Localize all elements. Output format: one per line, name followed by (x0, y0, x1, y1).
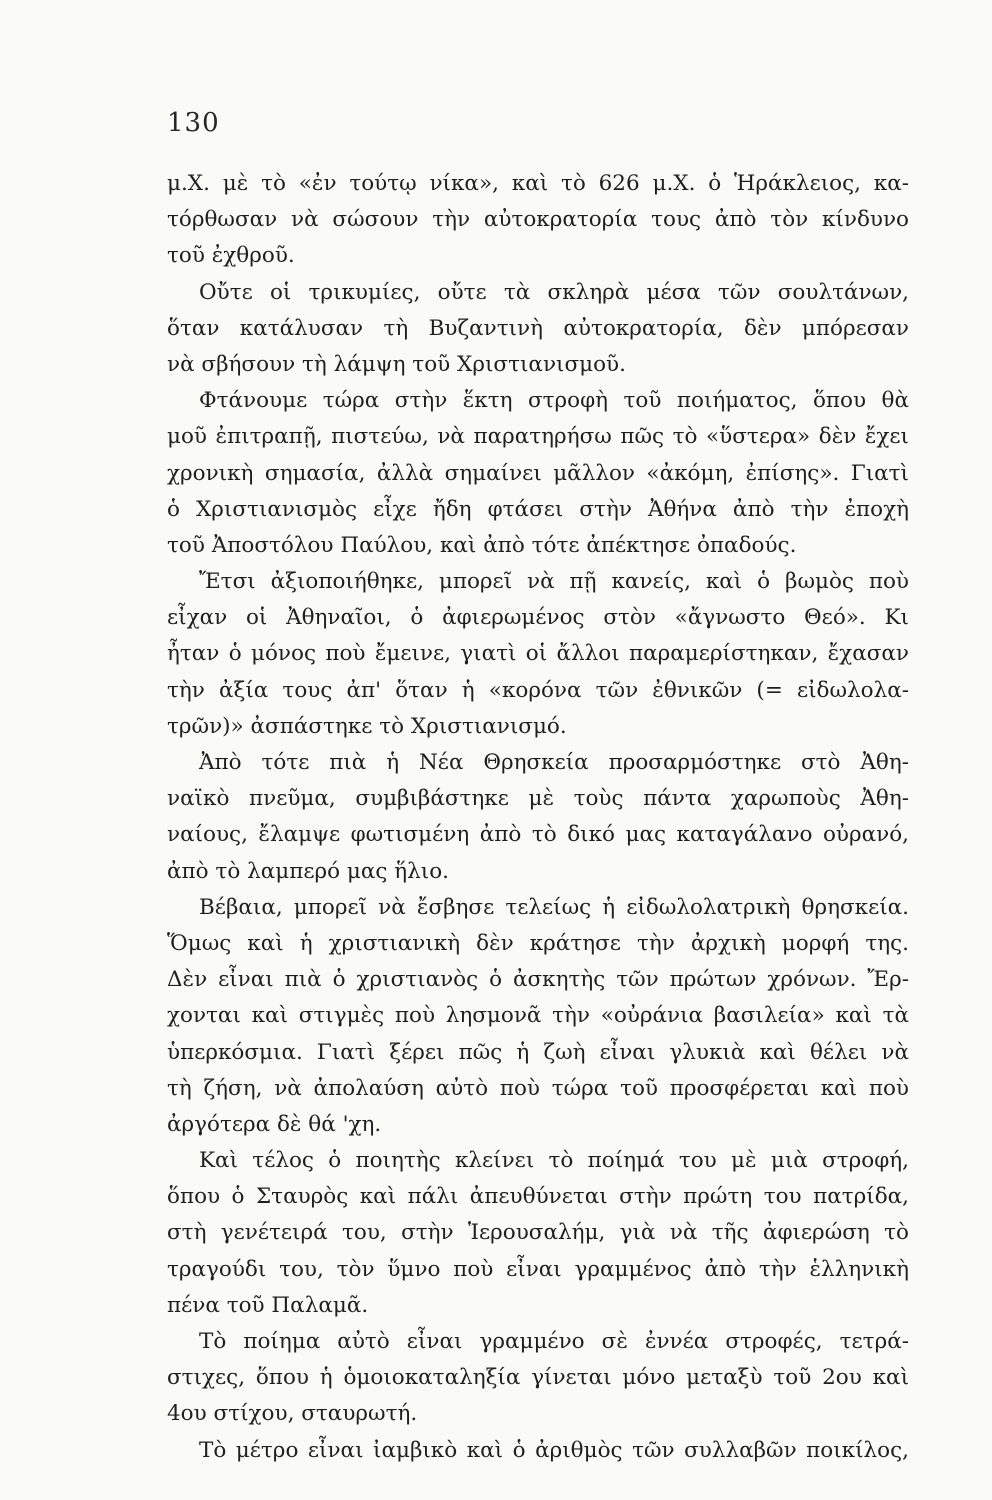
text-line: τόρθωσαν νὰ σώσουν τὴν αὐτοκρατορία τους ἀπὸ τὸν κίνδυνο (167, 207, 909, 233)
text-line: μ.Χ. μὲ τὸ «ἐν τούτῳ νίκα», καὶ τὸ 626 μ.Χ. ὁ Ἡράκλειος, κα- (167, 171, 909, 196)
text-line: Φτάνουμε τώρα στὴν ἕκτη στροφὴ τοῦ ποιήματος, ὅπου θὰ (199, 388, 909, 414)
text-line: Ἀπὸ τότε πιὰ ἡ Νέα Θρησκεία προσαρμόστηκε στὸ Ἀθη- (199, 750, 909, 775)
text-line: μοῦ ἐπιτραπῇ, πιστεύω, νὰ παρατηρήσω πῶς τὸ «ὕστερα» δὲν ἔχει (167, 424, 909, 450)
text-line: Δὲν εἶναι πιὰ ὁ χριστιανὸς ὁ ἀσκητὴς τῶν πρώτων χρόνων. Ἔρ- (167, 967, 909, 993)
page-number: 130 (167, 108, 220, 138)
text-line: πένα τοῦ Παλαμᾶ. (167, 1292, 369, 1318)
text-line: ἀπὸ τὸ λαμπερό μας ἥλιο. (167, 858, 449, 884)
text-line: στὴ γενέτειρά του, στὴν Ἱερουσαλήμ, γιὰ νὰ τῆς ἀφιερώση τὸ (167, 1220, 909, 1246)
text-line: Ὅμως καὶ ἡ χριστιανικὴ δὲν κράτησε τὴν ἀρχικὴ μορφή της. (167, 930, 909, 956)
text-line: εἶχαν οἱ Ἀθηναῖοι, ὁ ἀφιερωμένος στὸν «ἄγνωστο Θεό». Κι (167, 605, 909, 631)
text-line: τοῦ Ἀποστόλου Παύλου, καὶ ἀπὸ τότε ἀπέκτησε ὀπαδούς. (167, 532, 797, 558)
text-line: στιχες, ὅπου ἡ ὁμοιοκαταληξία γίνεται μόνο μεταξὺ τοῦ 2ου καὶ (167, 1365, 909, 1391)
text-line: ἀργότερα δὲ θά 'χη. (167, 1111, 382, 1137)
text-line: ὅπου ὁ Σταυρὸς καὶ πάλι ἀπευθύνεται στὴν πρώτη του πατρίδα, (167, 1184, 909, 1210)
text-line: 4ου στίχου, σταυρωτή. (167, 1401, 418, 1427)
text-line: Ἔτσι ἀξιοποιήθηκε, μπορεῖ νὰ πῇ κανείς, καὶ ὁ βωμὸς ποὺ (199, 569, 909, 595)
text-line: τραγούδι του, τὸν ὕμνο ποὺ εἶναι γραμμένος ἀπὸ τὴν ἑλληνικὴ (167, 1256, 909, 1282)
body-text (167, 166, 909, 1469)
text-line: τοῦ ἐχθροῦ. (167, 243, 295, 269)
text-line: τὴ ζήση, νὰ ἀπολαύση αὐτὸ ποὺ τώρα τοῦ προσφέρεται καὶ ποὺ (167, 1075, 909, 1101)
text-line: Βέβαια, μπορεῖ νὰ ἔσβησε τελείως ἡ εἰδωλολατρικὴ θρησκεία. (199, 894, 909, 920)
text-line: ὅταν κατάλυσαν τὴ Βυζαντινὴ αὐτοκρατορία, δὲν μπόρεσαν (167, 315, 909, 341)
text-line: Τὸ ποίημα αὐτὸ εἶναι γραμμένο σὲ ἐννέα στροφές, τετρά- (199, 1329, 909, 1354)
text-line: Οὔτε οἱ τρικυμίες, οὔτε τὰ σκληρὰ μέσα τῶν σουλτάνων, (199, 279, 909, 305)
text-line: Καὶ τέλος ὁ ποιητὴς κλείνει τὸ ποίημά του μὲ μιὰ στροφή, (199, 1148, 909, 1174)
text-line: χονται καὶ στιγμὲς ποὺ λησμονᾶ τὴν «οὐράνια βασιλεία» καὶ τὰ (167, 1003, 909, 1029)
text-line: χρονικὴ σημασία, ἀλλὰ σημαίνει μᾶλλον «ἀκόμη, ἐπίσης». Γιατὶ (167, 460, 909, 486)
text-line: ναίους, ἔλαμψε φωτισμένη ἀπὸ τὸ δικό μας καταγάλανο οὐρανό, (167, 822, 909, 848)
text-line: τὴν ἀξία τους ἀπ' ὅταν ἡ «κορόνα τῶν ἐθνικῶν (= εἰδωλολα- (167, 677, 909, 703)
text-line: ναϊκὸ πνεῦμα, συμβιβάστηκε μὲ τοὺς πάντα χαρωποὺς Ἀθη- (167, 786, 909, 812)
text-line: ἦταν ὁ μόνος ποὺ ἔμεινε, γιατὶ οἱ ἄλλοι παραμερίστηκαν, ἔχασαν (167, 641, 909, 667)
text-line: ὑπερκόσμια. Γιατὶ ξέρει πῶς ἡ ζωὴ εἶναι γλυκιὰ καὶ θέλει νὰ (167, 1039, 909, 1065)
text-line: ὁ Χριστιανισμὸς εἶχε ἤδη φτάσει στὴν Ἀθήνα ἀπὸ τὴν ἐποχὴ (167, 496, 909, 522)
text-line: τρῶν)» ἀσπάστηκε τὸ Χριστιανισμό. (167, 713, 567, 739)
text-line: νὰ σβήσουν τὴ λάμψη τοῦ Χριστιανισμοῦ. (167, 351, 626, 377)
text-line: Τὸ μέτρο εἶναι ἰαμβικὸ καὶ ὁ ἀριθμὸς τῶν συλλαβῶν ποικίλος, (199, 1437, 909, 1463)
